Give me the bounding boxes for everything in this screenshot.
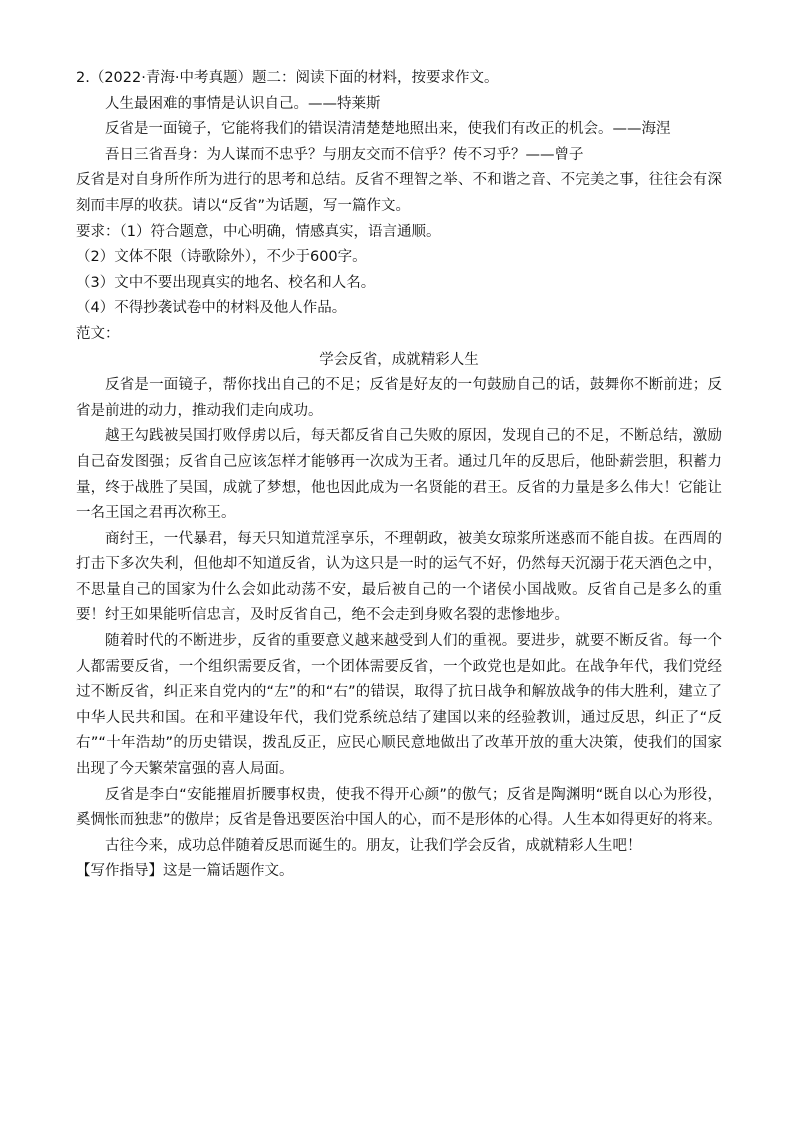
essay-paragraph-4: 随着时代的不断进步，反省的重要意义越来越受到人们的重视。要进步，就要不断反省。每一个人都需要反省，一个组织需要反省，一个团体需要反省，一个政党也是如此。在战争年代，我们党经过不断反省，纠正来自党内的“左”的和“右”的错误，取得了抗日战争和解放战争的伟大胜利，建立了中华人民共和国。在和平建设年代，我们党系统总结了建国以来的经验教训，通过反思，纠正了“反右”“十年浩劫”的历史错误，拨乱反正，应民心顺民意地做出了改革开放的重大决策，使我们的国家出现了今天繁荣富强的喜人局面。 bbox=[76, 633, 722, 778]
quote-1: 人生最困难的事情是认识自己。——特莱斯 bbox=[105, 95, 381, 112]
essay-paragraph-2: 越王勾践被吴国打败俘虏以后，每天都反省自己失败的原因，发现自己的不足，不断总结，激励自己奋发图强；反省自己应该怎样才能够再一次成为王者。通过几年的反思后，他卧薪尝胆，积蓄力量，终于战胜了吴国，成就了梦想，他也因此成为一名贤能的君王。反省的力量是多么伟大！它能让一名王国之君再次称王。 bbox=[76, 428, 722, 522]
essay-title: 学会反省，成就精彩人生 bbox=[319, 351, 479, 368]
essay-paragraph-3: 商纣王，一代暴君，每天只知道荒淫享乐，不理朝政，被美女琼浆所迷惑而不能自拔。在西周的打击下多次失利，但他却不知道反省，认为这只是一时的运气不好，仍然每天沉溺于花天酒色之中，不思量自己的国家为什么会如此动荡不安，最后被自己的一个诸侯小国战败。反省自己是多么的重要！纣王如果能听信忠言，及时反省自己，绝不会走到身败名裂的悲惨地步。 bbox=[76, 530, 722, 624]
requirement-4: （4）不得抄袭试卷中的材料及他人作品。 bbox=[76, 300, 347, 317]
document-body bbox=[76, 66, 722, 885]
requirement-3: （3）文中不要出现真实的地名、校名和人名。 bbox=[76, 274, 376, 291]
requirement-1: 要求：（1）符合题意，中心明确，情感真实，语言通顺。 bbox=[76, 223, 441, 240]
requirement-2: （2）文体不限（诗歌除外），不少于600字。 bbox=[76, 249, 367, 266]
essay-paragraph-6: 古往今来，成功总伴随着反思而诞生的。朋友，让我们学会反省，成就精彩人生吧！ bbox=[105, 837, 642, 854]
writing-guidance: 【写作指导】这是一篇话题作文。 bbox=[76, 863, 294, 880]
essay-paragraph-5: 反省是李白“安能摧眉折腰事权贵，使我不得开心颜”的傲气；反省是陶渊明“既自以心为形役，奚惆怅而独悲”的傲岸；反省是鲁迅要医治中国人的心，而不是形体的心得。人生本如得更好的将来。 bbox=[76, 786, 722, 829]
quote-2: 反省是一面镜子，它能将我们的错误清清楚楚地照出来，使我们有改正的机会。——海涅 bbox=[105, 121, 671, 138]
essay-paragraph-1: 反省是一面镜子，帮你找出自己的不足；反省是好友的一句鼓励自己的话，鼓舞你不断前进；反省是前进的动力，推动我们走向成功。 bbox=[76, 377, 722, 419]
sample-essay-label: 范文： bbox=[76, 325, 120, 342]
quote-3: 吾日三省吾身：为人谋而不忠乎？与朋友交而不信乎？传不习乎？——曾子 bbox=[105, 146, 584, 163]
question-header: 2.（2022·青海·中考真题）题二：阅读下面的材料，按要求作文。 bbox=[76, 70, 499, 86]
writing-prompt: 反省是对自身所作所为进行的思考和总结。反省不理智之举、不和谐之音、不完美之事，往往会有深刻而丰厚的收获。请以“反省”为话题，写一篇作文。 bbox=[76, 172, 722, 214]
